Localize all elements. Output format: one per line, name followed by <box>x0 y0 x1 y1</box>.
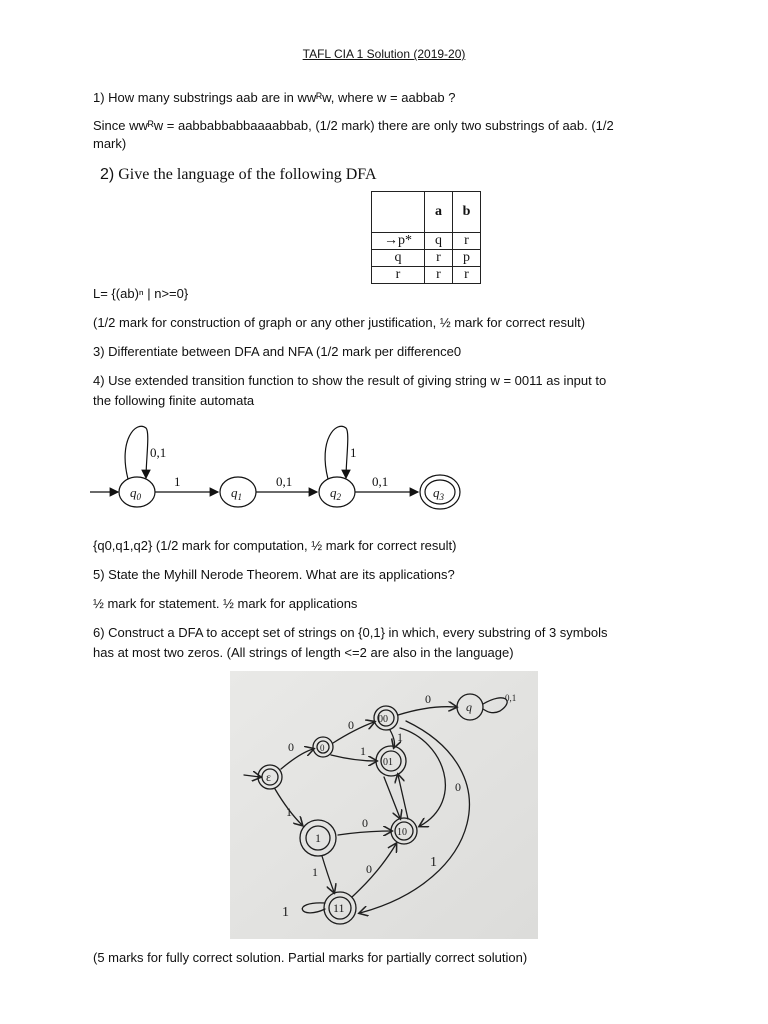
table-cell: p <box>453 250 481 267</box>
loop-label: 1 <box>282 905 289 920</box>
table-cell: r <box>425 250 453 267</box>
q5-question: 5) State the Myhill Nerode Theorem. What are its applications? <box>93 567 455 582</box>
edge-label: 1 <box>286 805 292 819</box>
q1-answer-line2: mark) <box>93 136 127 151</box>
edge-label: 1 <box>360 744 366 758</box>
table-cell: q <box>425 233 453 250</box>
table-header-row <box>372 192 481 233</box>
q6-question-line1: 6) Construct a DFA to accept set of strings on {0,1} in which, every substring of 3 symbols <box>93 625 608 640</box>
table-cell: r <box>372 267 425 284</box>
edge-label: 0 <box>366 862 372 876</box>
loop-q2-label: 1 <box>350 445 357 460</box>
state-10-label: 10 <box>397 827 407 838</box>
table-header-cell <box>372 192 425 233</box>
edge-q0-q1-label: 1 <box>174 474 181 489</box>
table-cell: q <box>372 250 425 267</box>
q1-question: 1) How many substrings aab are in wwᴿw, where w = aabbab ? <box>93 90 456 105</box>
q4-question-line2: the following finite automata <box>93 393 255 408</box>
q2-marks: (1/2 mark for construction of graph or any other justification, ½ mark for correct result) <box>93 315 586 330</box>
state-00-label: 00 <box>378 714 388 725</box>
edge-label: 0 <box>348 718 354 732</box>
state-11-label: 11 <box>333 901 345 915</box>
table-cell: r <box>453 233 481 250</box>
q4-answer: {q0,q1,q2} (1/2 mark for computation, ½ mark for correct result) <box>93 538 457 553</box>
edge-label: 1 <box>430 855 437 870</box>
q4-question-line1: 4) Use extended transition function to show the result of giving string w = 0011 as input to <box>93 373 607 388</box>
loop-q2 <box>325 426 348 479</box>
q6-question-line2: has at most two zeros. (All strings of length <=2 are also in the language) <box>93 645 514 660</box>
q2-number: 2) <box>100 166 115 183</box>
state-1-label: 1 <box>315 831 321 845</box>
table-cell: r <box>453 267 481 284</box>
edge-q2-q3-label: 0,1 <box>372 474 389 489</box>
q2-question <box>100 165 700 185</box>
state-q1-label: $q_1$ <box>231 485 242 502</box>
loop-q0 <box>125 426 148 479</box>
q6-marks: (5 marks for fully correct solution. Partial marks for partially correct solution) <box>93 950 528 965</box>
edge-label: 1 <box>397 730 403 744</box>
finite-automaton-diagram <box>88 420 478 520</box>
edge-label: 0 <box>455 780 461 794</box>
edge-label: 0 <box>425 692 431 706</box>
handdrawn-dfa-photo <box>230 671 538 939</box>
state-epsilon-label: ε <box>266 770 272 784</box>
state-q-label: q <box>466 700 472 714</box>
edge-label: 1 <box>312 865 318 879</box>
table-cell: r <box>425 267 453 284</box>
table-row <box>372 233 481 250</box>
q2-question-text: Give the language of the following DFA <box>118 166 377 183</box>
dfa-transition-table <box>371 191 481 284</box>
edge-q1-q2-label: 0,1 <box>276 474 293 489</box>
loop-q0-label: 0,1 <box>150 445 167 460</box>
q2-answer: L= {(ab)ⁿ | n>=0} <box>93 286 189 301</box>
table-cell: →p* <box>372 233 425 250</box>
state-q3-label: $q_3$ <box>433 485 444 502</box>
q3-question: 3) Differentiate between DFA and NFA (1/2 mark per difference0 <box>93 344 462 359</box>
edge-label: 0 <box>288 740 294 754</box>
loop-label: 0,1 <box>505 693 517 703</box>
table-header-cell: a <box>425 192 453 233</box>
state-0-label: 0 <box>320 743 325 753</box>
state-01-label: 01 <box>383 757 393 768</box>
state-q0-label: $q_0$ <box>130 485 141 502</box>
edge-label: 0 <box>362 816 368 830</box>
table-header-cell: b <box>453 192 481 233</box>
q1-answer-line1: Since wwᴿw = aabbabbabbaaaabbab, (1/2 mark) there are only two substrings of aab. (1/2 <box>93 118 614 133</box>
state-q2-label: $q_2$ <box>330 485 341 502</box>
table-row <box>372 267 481 284</box>
table-row <box>372 250 481 267</box>
document-title: TAFL CIA 1 Solution (2019-20) <box>302 47 466 61</box>
q5-answer: ½ mark for statement. ½ mark for applications <box>93 596 358 611</box>
